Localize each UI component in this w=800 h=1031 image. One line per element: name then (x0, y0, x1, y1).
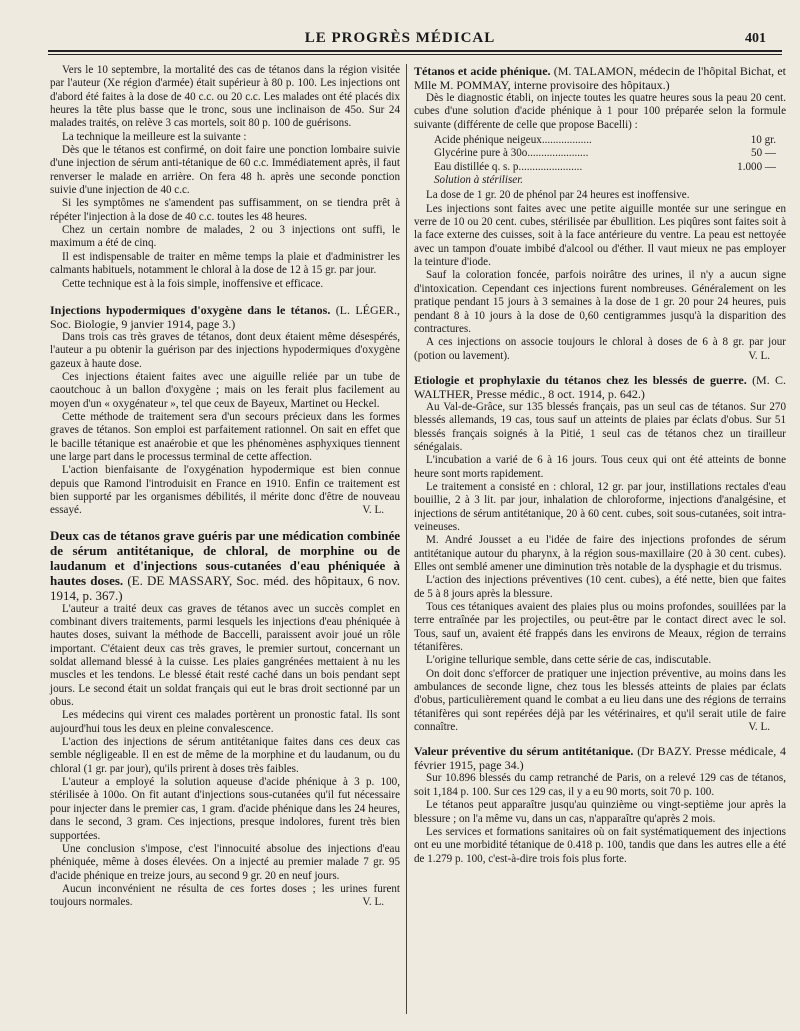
paragraph: Sauf la coloration foncée, parfois noirâtre des urines, il n'y a aucun signe d'intoxication. Cependant ces injections furent nombreuses. Généralement on les pratique pendant 15 jours à 3 semaines à la dose de 1 gr. 20 pour 24 heures, puis pendant 8 à 10 jours à la dose de 0,60 centigrammes jusqu'à la disparition des contractures. (414, 269, 786, 335)
paragraph: Dès que le tétanos est confirmé, on doit faire une ponction lombaire suivie d'une injection de sérum anti-tétanique de 60 c.c. Immédiatement après, il faut renverser le malade en arrière. On fera 48 h. après une seconde ponction suivie d'une injection de 40 c.c. (50, 144, 400, 197)
formula-item: Acide phénique neigeux.................. (434, 134, 592, 147)
right-column (414, 64, 786, 866)
section-reference: (M. TALAMON, médecin de l'hôpital Bichat, et Mlle M. POMMAY, interne provisoire des hôpitaux.) (414, 64, 786, 92)
section-title: Etiologie et prophylaxie du tétanos chez les blessés de guerre. (414, 372, 747, 387)
paragraph: L'origine tellurique semble, dans cette série de cas, indiscutable. (426, 654, 712, 667)
formula-row (434, 161, 786, 174)
paragraph-text: On doit donc s'efforcer de pratiquer une injection préventive, au moins dans les ambulances de seconde ligne, chez tous les blessés atteints de plaies par éclats d'obus, particulièrement quand le combat a eu lieu dans une des régions de terrains tétanifères qui sont repérées déjà par les vétérinaires, et qu'il serait utile de faire connaître. (414, 667, 786, 734)
paragraph: Les injections sont faites avec une petite aiguille montée sur une seringue en verre de 10 ou 20 cent. cubes, stérilisée par ébullition. Les piqûres sont faites soit à la face externe des cuisses, soit à la face antérieure du ventre. La peau est nettoyée avec un tampon d'ouate imbibé d'alcool ou d'éther. Il vaut mieux ne pas employer la teinture d'iode. (414, 202, 786, 269)
formula-item: Eau distillée q. s. p....................... (434, 160, 583, 173)
formula-row (434, 134, 786, 147)
page-header (0, 0, 800, 56)
section-title: Deux cas de tétanos grave guéris par une médication combinée de sérum antitétanique, de chloral, de morphine ou de laudanum et d'injections sous-cutanées d'eau phéniquée à hautes doses. (50, 527, 400, 588)
paragraph: Si les symptômes ne s'amendent pas suffisamment, on se tiendra prêt à répéter l'injection à la dose de 40 c.c. toutes les 48 heures. (50, 197, 400, 223)
paragraph (414, 668, 786, 735)
section-heading (414, 64, 786, 92)
section-reference: (L. LÉGER., Soc. Biologie, 9 janvier 1914, page 3.) (50, 302, 401, 331)
paragraph: L'incubation a varié de 6 à 16 jours. Tous ceux qui ont été atteints de bonne heure sont morts rapidement. (414, 454, 786, 480)
paragraph (50, 464, 400, 517)
journal-title: LE PROGRÈS MÉDICAL (304, 30, 496, 46)
formula-note: Solution à stériliser. (434, 174, 524, 187)
section-title: Valeur préventive du sérum antitétanique. (414, 744, 634, 759)
paragraph: Chez un certain nombre de malades, 2 ou 3 injections ont suffi, le maximum a été de cinq. (50, 224, 400, 250)
section-title: Injections hypodermiques d'oxygène dans le tétanos. (50, 302, 331, 317)
formula-table (434, 134, 786, 187)
signature: V. L. (362, 504, 384, 517)
paragraph: M. André Jousset a eu l'idée de faire des injections profondes de sérum antitétanique autour du pharynx, à la région sous-maxillaire (20 à 30 cent. cubes). Elles ont semblé amener une diminution très notable de la dysphagie et du trismus. (414, 534, 786, 573)
paragraph: Dès le diagnostic établi, on injecte toutes les quatre heures sous la peau 20 cent. cubes d'une solution d'acide phénique à 1 pour 100 préparée selon la formule suivante (différente de celle que propose Bacelli) : (414, 92, 786, 131)
signature: V. L. (748, 721, 770, 734)
paragraph: L'auteur a traité deux cas graves de tétanos avec un succès complet en combinant divers traitements, parmi lesquels les injections d'eau phéniquée à hautes doses, suivant la méthode de Baccelli, paraissent avoir joué un rôle important. C'étaient deux cas très graves, le premier surtout, concernant un soldat allemand blessé à la cuisse. Les plaies gangrénées mettaient à nu les muscles et les tendons. Le blessé était resté caché dans un bois pendant sept jours. Le second était un soldat français qui eut le bras droit sectionné par un obus. (50, 602, 400, 709)
left-column (50, 64, 400, 910)
section-reference: (E. DE MASSARY, Soc. méd. des hôpitaux, 6 nov. 1914, p. 367.) (50, 572, 401, 603)
formula-item: Glycérine pure à 30o...................... (434, 147, 589, 160)
header-rule-thin (48, 54, 782, 55)
section-heading (414, 744, 786, 772)
signature: V. L. (362, 896, 384, 909)
page-number: 401 (745, 31, 766, 46)
paragraph (50, 883, 400, 910)
paragraph (414, 336, 786, 363)
paragraph: Ces injections étaient faites avec une aiguille reliée par un tube de caoutchouc à un ballon d'oxygène ; mais on les ferait plus facilement au moyen d'un « oxygénateur », tel que ceux de Bayeux, Martinet ou Heckel. (50, 370, 400, 410)
column-divider (406, 64, 407, 1014)
paragraph: Le tétanos peut apparaître jusqu'au quinzième ou vingt-septième jour après la blessure ; on l'a même vu, dans un cas, n'apparaître qu'après 2 mois. (414, 799, 786, 825)
paragraph: Le traitement a consisté en : chloral, 12 gr. par jour, instillations rectales d'eau bouillie, 2 à 3 lit. par jour, inhalation de chloroforme, injections d'analgésine, et injections de sérum antitétanique, 20 à 60 cent. cubes, soit sous-cutanées, soit intra-veineuses. (414, 480, 786, 533)
section-reference: (Dr BAZY. Presse médicale, 4 février 1915, page 34.) (414, 744, 787, 773)
paragraph: Les médecins qui virent ces malades portèrent un pronostic fatal. Ils sont aujourd'hui tous les deux en pleine convalescence. (50, 709, 400, 735)
section-reference: (M. C. WALTHER, Presse médic., 8 oct. 1914, p. 642.) (414, 372, 787, 401)
paragraph: Dans trois cas très graves de tétanos, dont deux étaient même désespérés, l'auteur a pu obtenir la guérison par des injections hypodermiques d'oxygène gazeux à haute dose. (50, 330, 400, 370)
header-rule (48, 50, 782, 52)
formula-qty: 50 — (751, 147, 776, 160)
formula-row (434, 147, 786, 160)
paragraph: Vers le 10 septembre, la mortalité des cas de tétanos dans la région visitée par l'auteur (Xe région d'armée) était supérieur à 80 p. 100. Les injections ont d'abord été faites à la dose de 40 c.c. ou 20 c.c. Les malades ont été placés dix heures la tête plus basse que le tronc, sous une inclinaison de 45o. Sur 24 malades traités, on relève 3 cas mortels, soit 80 p. 100 de guérisons. (50, 64, 400, 130)
paragraph: Au Val-de-Grâce, sur 135 blessés français, pas un seul cas de tétanos. Sur 270 blessés allemands, 19 cas, tous sauf un atteints de plaies par éclats d'obus. Sur 51 blessés français soignés à la Pitié, 1 seul cas de tétanos chez un tirailleur sénégalais. (414, 400, 786, 453)
paragraph: Il est indispensable de traiter en même temps la plaie et d'administrer les calmants habituels, notamment le chloral à la dose de 12 à 15 gr. par jour. (50, 250, 400, 277)
paragraph: Cette technique est à la fois simple, inoffensive et efficace. (62, 277, 324, 290)
paragraph: Sur 10.896 blessés du camp retranché de Paris, on a relevé 129 cas de tétanos, soit 1,184 p. 100. Sur ces 129 cas, il y a eu 90 morts, soit 70 p. 100. (414, 772, 786, 798)
paragraph: Cette méthode de traitement sera d'un secours précieux dans les formes graves de tétanos. Son emploi est parfaitement rationnel. On sait en effet que le bacille tétanique est anaérobie et que les phénomènes asphyxiques tiennent une large part dans le processus terminal de cette affection. (50, 410, 400, 463)
section-title: Tétanos et acide phénique. (414, 64, 551, 78)
paragraph: L'action des injections de sérum antitétanique faites dans ces deux cas semble négligeable. Il en est de même de la morphine et du laudanum, ou du chloral (1 gr. par jour), qu'ils prirent à doses très faibles. (50, 736, 400, 775)
paragraph-text: L'action bienfaisante de l'oxygénation hypodermique est bien connue depuis que Ramond l'introduisit en France en 1910. Enfin ce traitement est bien supporté par les organismes débilités, il mérite donc d'être de nouveau essayé. (50, 464, 400, 517)
paragraph: Les services et formations sanitaires où on fait systématiquement des injections ont eu une morbidité tétanique de 0.418 p. 100, tandis que dans les autres elle a été de 1.279 p. 100, c'est-à-dire trois fois plus forte. (414, 825, 786, 865)
paragraph: La dose de 1 gr. 20 de phénol par 24 heures est inoffensive. (426, 189, 690, 202)
paragraph-text: A ces injections on associe toujours le chloral à doses de 6 à 8 gr. par jour (potion ou lavement). (414, 336, 786, 362)
paragraph: L'action des injections préventives (10 cent. cubes), a été nette, bien que faites de 5 à 8 jours après la blessure. (414, 574, 786, 600)
section-heading (414, 373, 786, 401)
section-heading (50, 303, 400, 331)
paragraph: L'auteur a employé la solution aqueuse d'acide phénique à 3 p. 100, stérilisée à 100o. On fit autant d'injections sous-cutanées qu'il fut nécessaire pour injecter dans le premier cas, 1 gram. d'acide phénique dans les 24 heures, dans le second, 3 gram. Ces injections, presque indolores, furent très bien supportées. (50, 776, 400, 842)
paragraph-text: Aucun inconvénient ne résulta de ces fortes doses ; les urines furent toujours normales. (50, 882, 400, 909)
signature: V. L. (748, 349, 770, 362)
formula-qty: 1.000 — (737, 160, 776, 173)
section-heading (50, 528, 400, 603)
paragraph: La technique la meilleure est la suivante : (62, 130, 247, 143)
formula-qty: 10 gr. (750, 134, 776, 147)
paragraph: Une conclusion s'impose, c'est l'innocuité absolue des injections d'eau phéniquée, même à doses élevées. On a injecté au premier malade 7 gr. 95 d'acide phénique en treize jours, au second 9 gr. 20 en neuf jours. (50, 842, 400, 882)
paragraph: Tous ces tétaniques avaient des plaies plus ou moins profondes, souillées par la terre entraînée par les projectiles, ou peut-être par le contact direct avec le sol. Tous, sauf un, avaient été frappés dans les environs de Meaux, région de terrains tétanifères. (414, 601, 786, 654)
